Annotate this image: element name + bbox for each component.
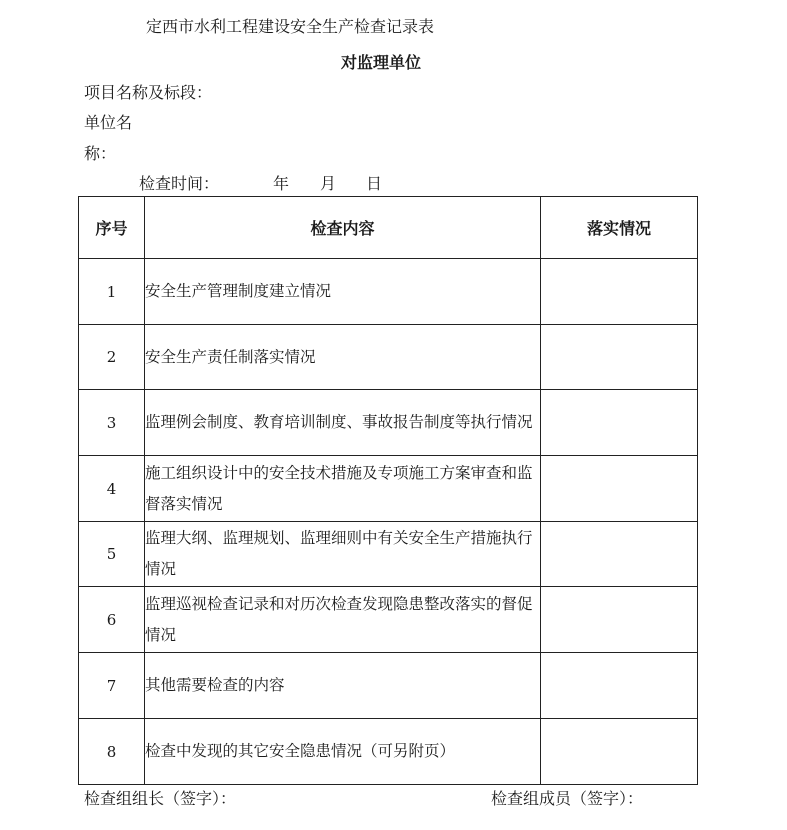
row-content: 监理巡视检查记录和对历次检查发现隐患整改落实的督促情况 xyxy=(145,587,541,653)
row-number: 6 xyxy=(79,587,145,653)
table-header-row xyxy=(79,197,698,259)
date-month-label: 月 xyxy=(320,174,337,193)
date-year-label: 年 xyxy=(273,174,290,193)
team-member-signature-label: 检查组成员（签字）： xyxy=(491,789,644,808)
row-content: 检查中发现的其它安全隐患情况（可另附页） xyxy=(145,719,541,785)
row-number: 5 xyxy=(79,522,145,587)
header-inspection-content: 检查内容 xyxy=(145,197,541,259)
document-title: 定西市水利工程建设安全生产检查记录表 xyxy=(146,17,435,36)
row-status-cell[interactable] xyxy=(541,325,698,390)
row-content: 监理例会制度、教育培训制度、事故报告制度等执行情况 xyxy=(145,390,541,456)
inspection-record-table xyxy=(78,196,698,785)
header-implementation-status: 落实情况 xyxy=(541,197,698,259)
team-leader-signature-label: 检查组组长（签字）： xyxy=(84,789,237,808)
row-status-cell[interactable] xyxy=(541,390,698,456)
table-row xyxy=(79,456,698,522)
table-row xyxy=(79,587,698,653)
header-serial-number: 序号 xyxy=(79,197,145,259)
project-name-label: 项目名称及标段： xyxy=(84,83,213,102)
row-status-cell[interactable] xyxy=(541,653,698,719)
row-number: 3 xyxy=(79,390,145,456)
table-row xyxy=(79,325,698,390)
row-content: 安全生产责任制落实情况 xyxy=(145,325,541,390)
row-number: 4 xyxy=(79,456,145,522)
document-subtitle: 对监理单位 xyxy=(341,53,422,72)
row-number: 8 xyxy=(79,719,145,785)
table-row xyxy=(79,390,698,456)
row-content: 安全生产管理制度建立情况 xyxy=(145,259,541,325)
unit-name-label-line1: 单位名 xyxy=(84,113,133,132)
date-day-label: 日 xyxy=(366,174,383,193)
row-content: 监理大纲、监理规划、监理细则中有关安全生产措施执行情况 xyxy=(145,522,541,587)
row-status-cell[interactable] xyxy=(541,456,698,522)
table-row xyxy=(79,653,698,719)
row-status-cell[interactable] xyxy=(541,719,698,785)
unit-name-label-line2: 称： xyxy=(84,144,117,163)
row-number: 1 xyxy=(79,259,145,325)
row-content: 其他需要检查的内容 xyxy=(145,653,541,719)
table-row xyxy=(79,719,698,785)
table-row xyxy=(79,522,698,587)
row-number: 2 xyxy=(79,325,145,390)
inspection-date-label: 检查时间： xyxy=(139,174,220,193)
row-status-cell[interactable] xyxy=(541,259,698,325)
row-number: 7 xyxy=(79,653,145,719)
row-status-cell[interactable] xyxy=(541,587,698,653)
row-status-cell[interactable] xyxy=(541,522,698,587)
table-row xyxy=(79,259,698,325)
row-content: 施工组织设计中的安全技术措施及专项施工方案审查和监督落实情况 xyxy=(145,456,541,522)
